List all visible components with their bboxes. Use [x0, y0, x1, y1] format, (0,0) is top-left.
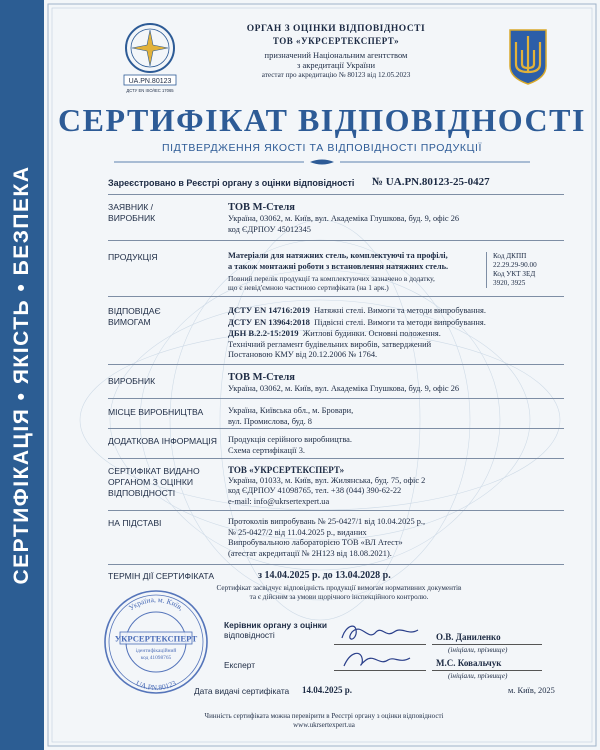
basis-value: Протоколів випробувань № 25-0427/1 від 10.04.2025 р., № 25-0427/2 від 11.04.2025 р., виданих Випробувальною лабораторією ТОВ «ВЛ Атест» (атестат акредитації № 2Н123 від 18.08.2021).: [228, 517, 426, 558]
header-line5: атестат про акредитацію № 80123 від 12.05.2023: [261, 71, 411, 79]
name-line: [432, 670, 542, 671]
divider: [108, 458, 564, 459]
issuer-code: код ЄДРПОУ 41098765, тел. +38 (044) 390-62-22: [228, 486, 402, 495]
header-line1: ОРГАН З ОЦІНКИ ВІДПОВІДНОСТІ: [246, 24, 426, 34]
standard-item: ДСТУ EN 13964:2018 Підвісні стелі. Вимоги та методи випробування.: [228, 316, 486, 327]
issuer-value: [228, 465, 425, 507]
applicant-label: ЗАЯВНИК / ВИРОБНИК: [108, 202, 156, 223]
registry-number: № UA.PN.80123-25-0427: [372, 176, 490, 188]
applicant-value: [228, 201, 459, 235]
official-stamp: [102, 588, 210, 696]
head-name-note: (ініціали, прізвище): [448, 646, 508, 654]
issue-date-label: Дата видачі сертифіката: [194, 686, 290, 696]
applicant-address: Україна, 03062, м. Київ, вул. Академіка Глушкова, буд. 9, офіс 26: [228, 214, 460, 223]
divider: [108, 194, 564, 195]
standards-extra2: Постановою КМУ від 20.12.2006 № 1764.: [228, 350, 378, 359]
issuer-label: СЕРТИФІКАТ ВИДАНО ОРГАНОМ З ОЦІНКИ ВІДПОВІДНОСТІ: [108, 466, 200, 498]
issuer-name: ТОВ «УКРСЕРТЕКСПЕРТ»: [228, 465, 345, 475]
head-label: Керівник органу з оцінки відповідності: [224, 620, 327, 640]
footer: Чинність сертифіката можна перевірити в Реєстрі органу з оцінки відповідності www.ukrsertexpert.ua: [204, 712, 444, 729]
divider: [108, 510, 564, 511]
issue-date: 14.04.2025 р.: [302, 685, 353, 695]
stamp-bottom-text: UA.PN.80123: [134, 678, 178, 693]
header-line2: ТОВ «УКРСЕРТЕКСПЕРТ»: [272, 36, 400, 46]
product-note2: що є невід'ємною частиною сертифіката (на 1 арк.): [228, 283, 389, 293]
manufacturer-value: [228, 371, 459, 395]
divider: [108, 428, 564, 429]
product-value: [228, 251, 480, 293]
stamp-mid1: ідентифікаційний: [135, 648, 177, 654]
manufacturer-address: Україна, 03062, м. Київ, вул. Академіка Глушкова, буд. 9, офіс 26: [228, 384, 460, 393]
header-line3: призначений Національним агентством: [264, 50, 408, 60]
site-label: МІСЦЕ ВИРОБНИЦТВА: [108, 407, 204, 417]
divider: [108, 564, 564, 565]
basis-label: НА ПІДСТАВІ: [108, 518, 162, 528]
product-line2: а також монтажні роботи з встановлення натяжних стель.: [228, 261, 449, 271]
signature-line: [334, 644, 426, 645]
certificate-title: СЕРТИФІКАТ ВІДПОВІДНОСТІ: [58, 102, 586, 138]
standard-item: ДСТУ EN 14716:2019 Натяжні стелі. Вимоги та методи випробування.: [228, 305, 486, 315]
header-line4: з акредитації України: [296, 60, 376, 70]
head-name: О.В. Даниленко: [436, 632, 501, 642]
product-note1: Повний перелік продукції та комплектуючих зазначено в додатку,: [228, 274, 435, 283]
product-label: ПРОДУКЦІЯ: [108, 252, 158, 262]
head-signature-icon: [336, 620, 422, 646]
manufacturer-label: ВИРОБНИК: [108, 376, 156, 386]
name-line: [432, 644, 542, 645]
standards-label: ВІДПОВІДАЄ ВИМОГАМ: [108, 306, 161, 327]
term-label: ТЕРМІН ДІЇ СЕРТИФІКАТА: [108, 571, 215, 581]
stamp-mid2: код 41098765: [140, 655, 172, 661]
extra-info-label: ДОДАТКОВА ІНФОРМАЦІЯ: [108, 436, 217, 446]
expert-name: М.С. Ковальчук: [436, 658, 502, 668]
validity-note: Сертифікат засвідчує відповідність продукції вимогам нормативних документів та є дійсним за умови щорічного інспекційного контролю.: [216, 584, 462, 601]
site-value: Україна, Київська обл., м. Бровари, вул. Промислова, буд. 8: [228, 406, 354, 426]
divider: [108, 240, 564, 241]
side-band: [0, 0, 44, 750]
accreditation-logo-icon: [120, 22, 180, 94]
registry-label: Зареєстровано в Реєстрі органу з оцінки відповідності: [108, 178, 355, 188]
standards-value: [228, 305, 486, 361]
issuer-address: Україна, 01033, м. Київ, вул. Жилянська, буд. 75, офіс 2: [228, 475, 426, 485]
coat-of-arms-icon: [508, 28, 548, 86]
stamp-top-text: Україна, м. Київ,: [127, 594, 186, 613]
extra-info-value: Продукція серійного виробництва. Схема сертифікації 3.: [228, 435, 352, 455]
logo-number: UA.PN.80123: [128, 78, 172, 85]
issuer-header: [216, 24, 456, 79]
side-band-text: СЕРТИФІКАЦІЯ • ЯКІСТЬ • БЕЗПЕКА: [10, 165, 33, 585]
applicant-code: код ЄДРПОУ 45012345: [228, 224, 311, 234]
certificate-subtitle: ПІДТВЕРДЖЕННЯ ЯКОСТІ ТА ВІДПОВІДНОСТІ ПРОДУКЦІЇ: [161, 142, 483, 154]
term-value: з 14.04.2025 р. до 13.04.2028 р.: [258, 570, 391, 581]
standard-item: ДБН В.2.2-15:2019 Житлові будинки. Основні положення.: [228, 328, 441, 338]
product-codes: Код ДКПП 22.29.29-90.00 Код УКТ ЗЕД 3920, 3925: [486, 252, 577, 288]
expert-signature-icon: [336, 646, 422, 672]
standards-extra1: Технічний регламент будівельних виробів, затверджений: [228, 339, 432, 349]
expert-label: Експерт: [224, 660, 256, 670]
product-line1: Матеріали для натяжних стель, комплектуючі та профілі,: [228, 251, 448, 260]
manufacturer-name: ТОВ М-Стеля: [228, 372, 295, 383]
stamp-name: УКРСЕРТЕКСПЕРТ: [114, 633, 198, 644]
expert-name-note: (ініціали, прізвище): [448, 672, 508, 680]
issue-city: м. Київ, 2025: [508, 686, 555, 695]
divider: [108, 364, 564, 365]
divider: [108, 296, 564, 297]
signature-line: [334, 670, 426, 671]
logo-standard: ДСТУ EN ISO/IEC 17065: [126, 88, 174, 93]
applicant-name: ТОВ М-Стеля: [228, 202, 295, 213]
decorative-divider: [114, 159, 530, 165]
divider: [108, 398, 564, 399]
issuer-email: e-mail: info@ukrsertexpert.ua: [228, 496, 330, 506]
